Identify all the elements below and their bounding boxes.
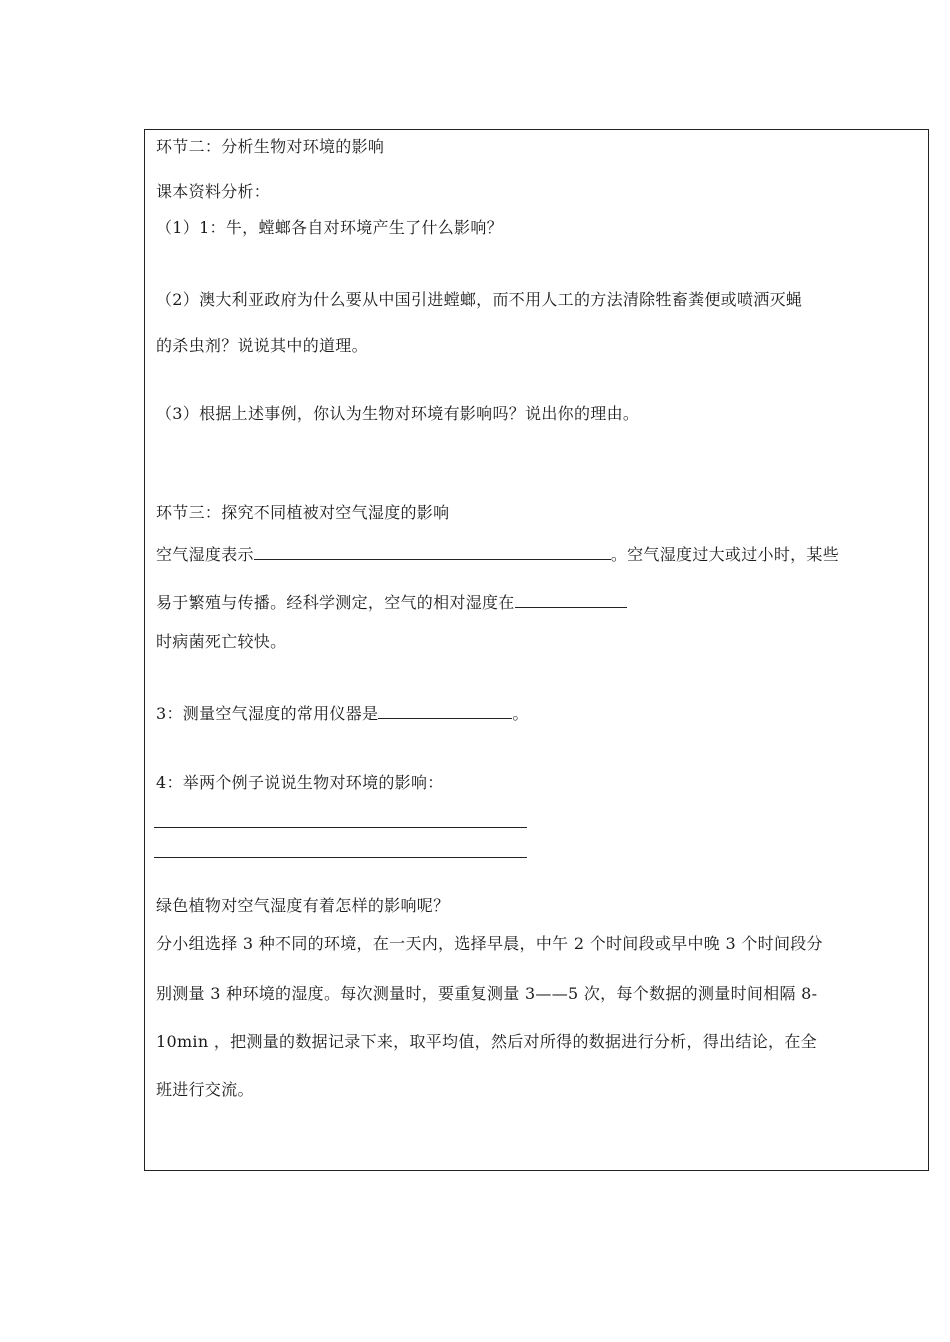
section2-subheading: 课本资料分析：: [156, 182, 271, 201]
relative-humidity-blank[interactable]: [515, 592, 627, 608]
examples-question: 4：举两个例子说说生物对环境的影响：: [156, 773, 444, 792]
humidity-prefix: 空气湿度表示: [156, 545, 254, 564]
instrument-suffix: 。: [512, 704, 529, 723]
method-line-3: 10min ，把测量的数据记录下来，取平均值，然后对所得的数据进行分析，得出结论，在全: [156, 1032, 817, 1051]
method-line-2: 别测量 3 种环境的湿度。每次测量时，要重复测量 3——5 次，每个数据的测量时间相隔 8-: [156, 984, 818, 1003]
question-1: （1）1：牛，螳螂各自对环境产生了什么影响？: [156, 218, 503, 237]
answer-line-2[interactable]: [154, 857, 527, 858]
spread-prefix: 易于繁殖与传播。经科学测定，空气的相对湿度在: [156, 593, 515, 612]
answer-line-1[interactable]: [154, 827, 527, 828]
pathogen-death-line: 时病菌死亡较快。: [156, 632, 287, 651]
question-3: （3）根据上述事例，你认为生物对环境有影响吗？说出你的理由。: [156, 404, 640, 423]
instrument-blank[interactable]: [378, 703, 512, 719]
question-2-line-1: （2）澳大利亚政府为什么要从中国引进螳螂，而不用人工的方法清除牲畜粪便或喷洒灭蝇: [156, 290, 803, 309]
spread-line: [156, 592, 627, 613]
instrument-prefix: 3：测量空气湿度的常用仪器是: [156, 704, 379, 723]
humidity-suffix: 。空气湿度过大或过小时，某些: [610, 545, 840, 564]
question-2-line-2: 的杀虫剂？说说其中的道理。: [156, 336, 368, 355]
green-plant-question: 绿色植物对空气湿度有着怎样的影响呢？: [156, 896, 450, 915]
instrument-question: [156, 703, 529, 724]
humidity-definition: [156, 544, 839, 565]
section2-heading: 环节二：分析生物对环境的影响: [156, 137, 385, 156]
humidity-blank[interactable]: [254, 544, 611, 560]
method-line-4: 班进行交流。: [156, 1080, 254, 1099]
section3-heading: 环节三：探究不同植被对空气湿度的影响: [156, 503, 450, 522]
method-line-1: 分小组选择 3 种不同的环境，在一天内，选择早晨，中午 2 个时间段或早中晚 3 个时间段分: [156, 934, 823, 953]
